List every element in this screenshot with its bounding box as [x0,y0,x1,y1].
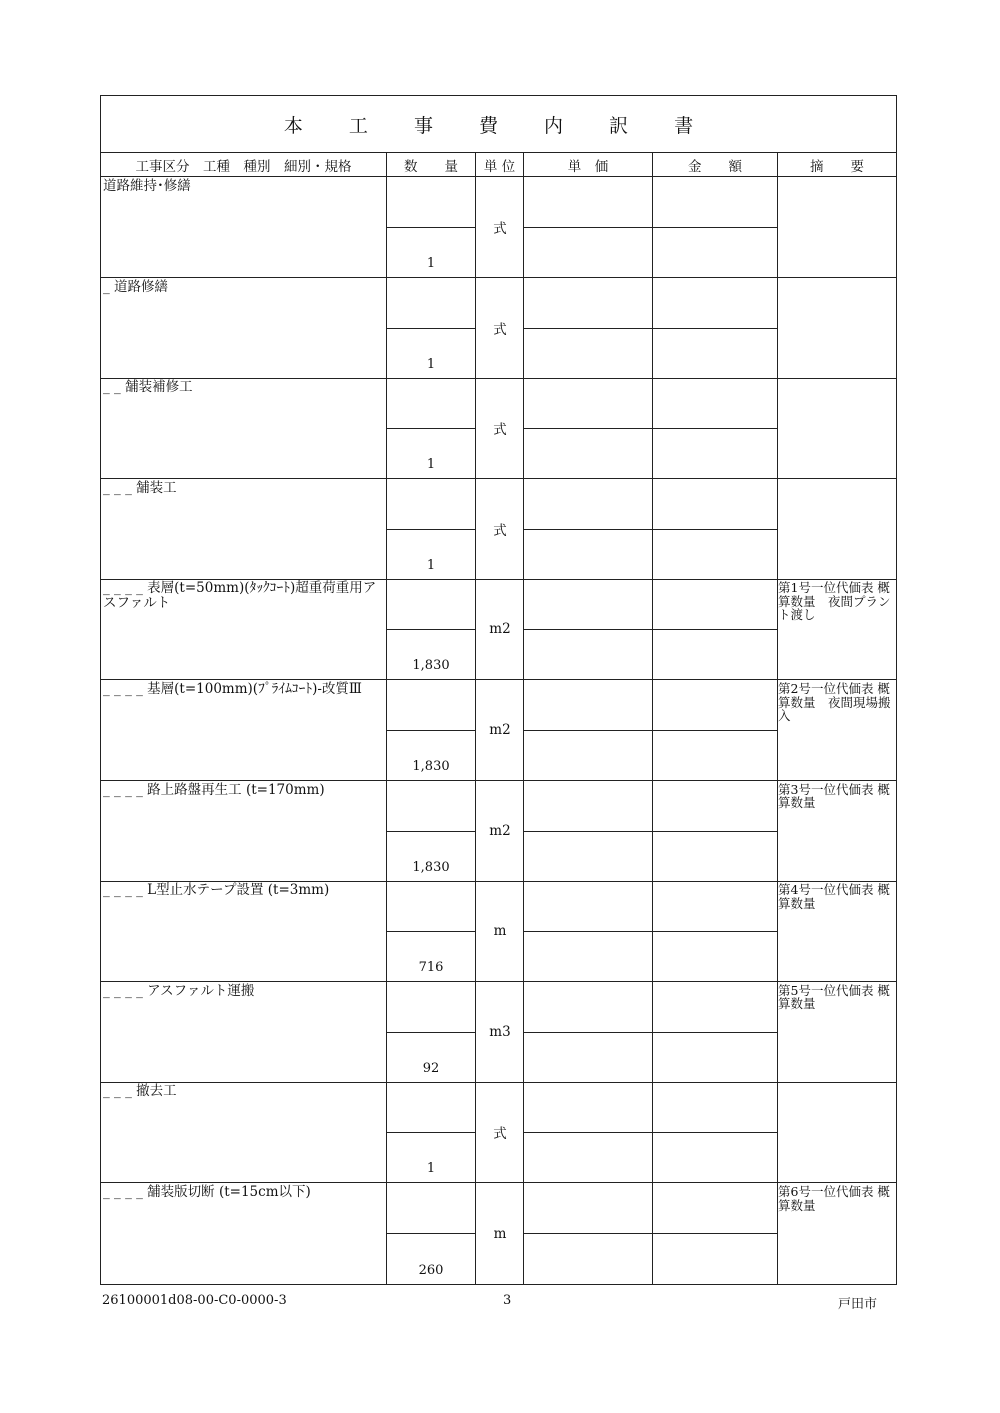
price-amount-divider [523,227,777,228]
table-row [101,1183,896,1284]
item-memo: 第5号一位代価表 概算数量 [778,982,890,1012]
item-unit: 式 [493,422,507,439]
price-amount-divider [523,629,777,630]
qty-divider [386,529,475,530]
item-quantity: 1 [426,557,436,573]
item-name: _ _ _ _ アスファルト運搬 [103,982,255,999]
item-memo: 第2号一位代価表 概算数量 夜間現場搬入 [778,681,891,723]
table-row [101,881,896,982]
table-row [101,781,896,882]
item-memo: 第3号一位代価表 概算数量 [778,781,890,811]
item-quantity: 1,830 [412,658,450,674]
qty-divider [386,227,475,228]
item-name: _ _ 舗装補修工 [103,379,193,396]
qty-divider [386,1032,475,1033]
price-amount-divider [523,931,777,932]
item-unit: m2 [489,621,511,638]
item-unit: m2 [489,822,511,839]
table-row [101,479,896,580]
page-number: 3 [503,1293,512,1308]
item-memo: 第6号一位代価表 概算数量 [778,1184,890,1213]
item-quantity: 1 [426,457,436,473]
item-unit: m3 [489,1023,511,1040]
qty-divider [386,328,475,329]
table-row [101,982,896,1083]
price-amount-divider [523,1132,777,1133]
item-name: _ _ _ 撤去工 [103,1083,177,1100]
item-quantity: 92 [422,1060,440,1076]
qty-divider [386,428,475,429]
item-quantity: 260 [418,1263,444,1278]
item-quantity: 1,830 [412,859,450,875]
qty-divider [386,831,475,832]
price-amount-divider [523,428,777,429]
item-unit: 式 [493,321,507,338]
item-unit: m2 [489,722,511,738]
item-name: _ _ _ _ 基層(t=100mm)(ﾌﾟﾗｲﾑｺｰﾄ)-改質Ⅲ [103,681,362,697]
item-name: _ _ _ _ 舗装版切断 (t=15cm以下) [103,1184,311,1200]
item-name: _ _ _ _ 路上路盤再生工 (t=170mm) [103,781,325,798]
item-name: _ 道路修繕 [103,278,169,295]
item-name: _ _ _ _ L型止水テープ設置 (t=3mm) [103,882,330,899]
qty-divider [386,1233,475,1234]
header-item: 工事区分 工種 種別 細別・規格 [135,158,352,175]
item-quantity: 1,830 [412,759,450,774]
price-amount-divider [523,529,777,530]
price-amount-divider [523,1233,777,1234]
item-memo: 第4号一位代価表 概算数量 [778,882,890,911]
price-amount-divider [523,730,777,731]
item-name: _ _ _ 舗装工 [103,479,177,496]
item-unit: 式 [493,522,507,539]
header-memo: 摘 要 [777,153,896,176]
header-price: 単 価 [523,153,652,176]
header-unit: 単 位 [475,153,523,176]
item-unit: 式 [493,1126,507,1143]
city-name: 戸田市 [838,1297,878,1312]
table-row [101,378,896,479]
price-amount-divider [523,1032,777,1033]
qty-divider [386,1132,475,1133]
table-header [101,153,896,177]
table-row [101,680,896,781]
table-row [101,177,896,278]
item-memo: 第1号一位代価表 概算数量 夜間プラント渡し [778,580,891,623]
item-unit: 式 [493,221,507,237]
table-body [101,177,896,1284]
table-row [101,278,896,379]
table-row [101,579,896,680]
item-quantity: 1 [426,1161,436,1177]
qty-divider [386,629,475,630]
price-amount-divider [523,328,777,329]
item-quantity: 716 [418,960,444,976]
qty-divider [386,730,475,731]
price-amount-divider [523,831,777,832]
item-unit: m [493,1225,507,1242]
header-qty: 数 量 [386,153,475,176]
item-quantity: 1 [426,256,436,271]
estimate-sheet [100,95,897,1285]
item-name: _ _ _ _ 表層(t=50mm)(ﾀｯｸｺｰﾄ)超重荷重用アスファルト [103,580,377,612]
table-row [101,1082,896,1183]
header-amount: 金 額 [652,153,777,176]
document-title: 本 工 事 費 内 訳 書 [101,96,896,153]
qty-divider [386,931,475,932]
item-quantity: 1 [426,356,436,372]
item-name: 道路維持･修繕 [103,178,191,194]
document-code: 26100001d08-00-C0-0000-3 [102,1293,287,1308]
item-unit: m [493,923,507,940]
